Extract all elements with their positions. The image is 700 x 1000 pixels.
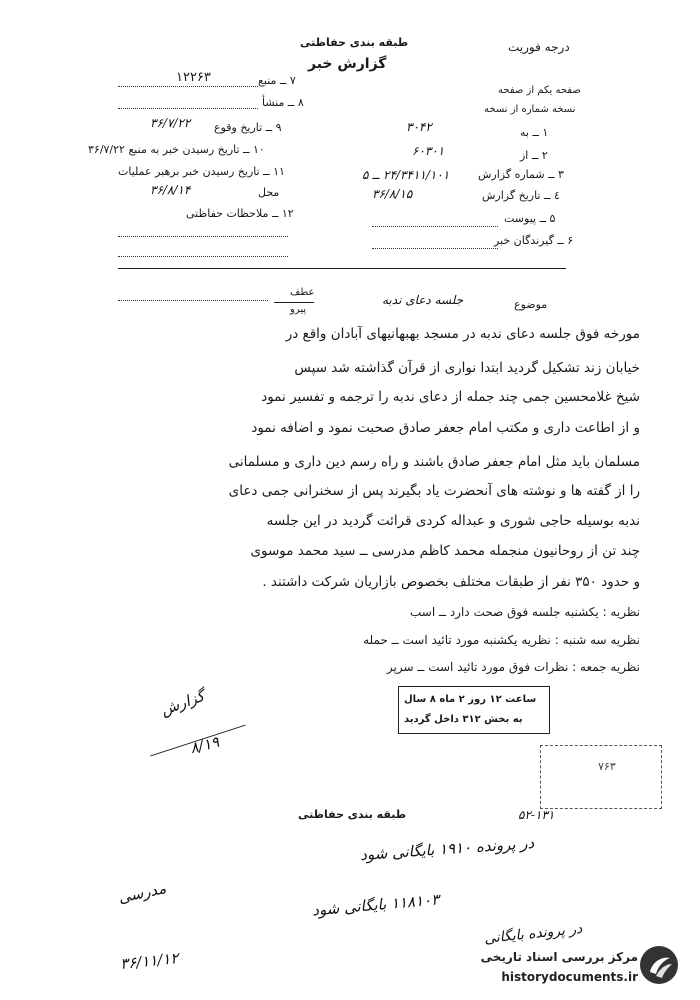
field-from-value: ۶۰۳۰۱: [412, 144, 445, 158]
field-attachment: ۵ ــ پیوست: [504, 212, 556, 225]
body-line-6: را از گفته ها و نوشته های آنحضرت یاد بگیرند پس از سخنرانی جمی دعای: [228, 483, 640, 499]
handwritten-signature: مدرسی: [116, 879, 168, 907]
archive-stamp-number: ۷۶۳: [598, 760, 616, 773]
reference-rule: [274, 302, 314, 303]
urgency-label: درجه فوریت: [508, 40, 570, 54]
followup-label: پیرو: [290, 304, 307, 315]
classification-bottom: طبقه بندی حفاظتی: [298, 808, 407, 821]
handwritten-file-note: در پرونده بایگانی: [483, 920, 584, 948]
f8-dots: [118, 108, 258, 109]
body-line-2: خیابان زند تشکیل گردید ابتدا نواری از قرآن گذاشته شد سپس: [294, 360, 640, 376]
opinion-tuesday: نظریه سه شنبه : نظریه یکشنبه مورد تائید است ــ حمله: [363, 633, 640, 647]
body-line-9: و حدود ۳۵۰ نفر از طبقات مختلف بخصوص بازاریان شرکت داشتند .: [262, 574, 640, 590]
body-line-7: ندبه بوسیله حاجی شوری و عبداله کردی قرائت گردید در این جلسه: [266, 513, 640, 529]
archive-stamp: [540, 745, 662, 809]
form-title: گزارش خبر: [308, 56, 387, 72]
body-line-4: و از اطاعت داری و مکتب امام جعفر صادق صحبت نمود و اضافه نمود: [251, 420, 640, 436]
field-place: محل: [258, 186, 280, 199]
body-line-1: مورخه فوق جلسه دعای ندبه در مسجد بهبهانیهای آبادان واقع در: [285, 326, 640, 342]
field-report-number: ۳ ــ شماره گزارش: [478, 168, 564, 181]
subject-label: موضوع: [514, 298, 548, 311]
field-to: ۱ ــ به: [520, 126, 549, 139]
field-to-value: ۳۰۴۲: [406, 120, 432, 134]
f5-dots: [372, 226, 498, 227]
classification-top: طبقه بندی حفاظتی: [300, 36, 409, 49]
body-line-5: مسلمان باید مثل امام جعفر صادق باشند و راه رسم دین داری و مسلمانی: [228, 454, 640, 470]
opinion-sunday: نظریه : یکشنبه جلسه فوق صحت دارد ــ اسب: [410, 605, 640, 619]
report-date-value: ۳۶/۸/۱۵: [372, 187, 413, 201]
page-label: صفحه یکم از صفحه: [498, 85, 581, 96]
f7-dots: [118, 86, 258, 87]
copy-label: نسخه شماره از نسخه: [484, 104, 576, 115]
field-report-date: ٤ ــ تاریخ گزارش: [482, 189, 560, 202]
archive-logo-icon: [640, 946, 678, 984]
field-recipients: ۶ ــ گیرندگان خبر: [494, 234, 574, 247]
handwritten-archive-date: ۳۶/۱۱/۱۲: [119, 948, 180, 974]
field-from: ۲ ــ از: [520, 149, 548, 162]
subject-value: جلسه دعای ندبه: [382, 293, 464, 307]
header-divider: [118, 268, 566, 269]
body-line-3: شیخ غلامحسین جمی چند جمله از دعای ندبه را ترجمه و تفسیر نمود: [261, 389, 640, 405]
stamp-line-2: به بخش ۳۱۲ داخل گردید: [404, 714, 523, 725]
serial-value: ۱۲۲۶۳: [176, 70, 211, 85]
body-line-8: چند تن از روحانیون منجمله محمد کاظم مدرسی ــ سید محمد موسوی: [250, 543, 640, 559]
occurrence-date-value: ۳۶/۷/۲۲: [150, 116, 191, 130]
handwritten-date-note: ۸/۱۹: [188, 732, 221, 758]
field-source: ۷ ــ منبع: [258, 74, 296, 87]
handwritten-filing-note: در پرونده ۱۹۱۰ بایگانی شود: [359, 833, 535, 865]
reference-dots: [118, 300, 268, 301]
field-occurrence-date: ۹ ــ تاریخ وقوع: [214, 121, 282, 134]
field-ops-receipt-date: ۱۱ ــ تاریخ رسیدن خبر برهبر عملیات: [118, 165, 285, 178]
report-number-value: ۲۴/۳۴۱۱/۱۰۱ ــ ۵: [362, 168, 450, 182]
handwritten-filing-number: ۱۱۸۱۰۳ بایگانی شود: [311, 890, 440, 920]
stamp-line-1: ساعت ۱۲ روز ۲ ماه ۸ سال: [404, 694, 537, 705]
f6-dots: [372, 248, 498, 249]
handwritten-report-note: گزارش: [158, 686, 207, 720]
f12-dots-2: [118, 256, 288, 257]
watermark-title: مرکز بررسی اسناد تاریخی: [480, 950, 638, 964]
field-source-receipt-date: ۱۰ ــ تاریخ رسیدن خبر به منبع ۳۶/۷/۲۲: [88, 143, 265, 156]
field-security-notes: ۱۲ ــ ملاحظات حفاظتی: [186, 207, 294, 220]
handwritten-ref-number: ۵۲-۱۳۱: [518, 808, 555, 822]
reference-label: عطف: [290, 287, 315, 298]
field-origin: ۸ ــ منشأ: [262, 96, 304, 109]
f12-dots-1: [118, 236, 288, 237]
watermark-url: historydocuments.ir: [501, 970, 638, 984]
opinion-friday: نظریه جمعه : نظرات فوق مورد تائید است ــ سرپر: [386, 660, 640, 674]
ops-receipt-date-value: ۳۶/۸/۱۴: [150, 183, 191, 197]
